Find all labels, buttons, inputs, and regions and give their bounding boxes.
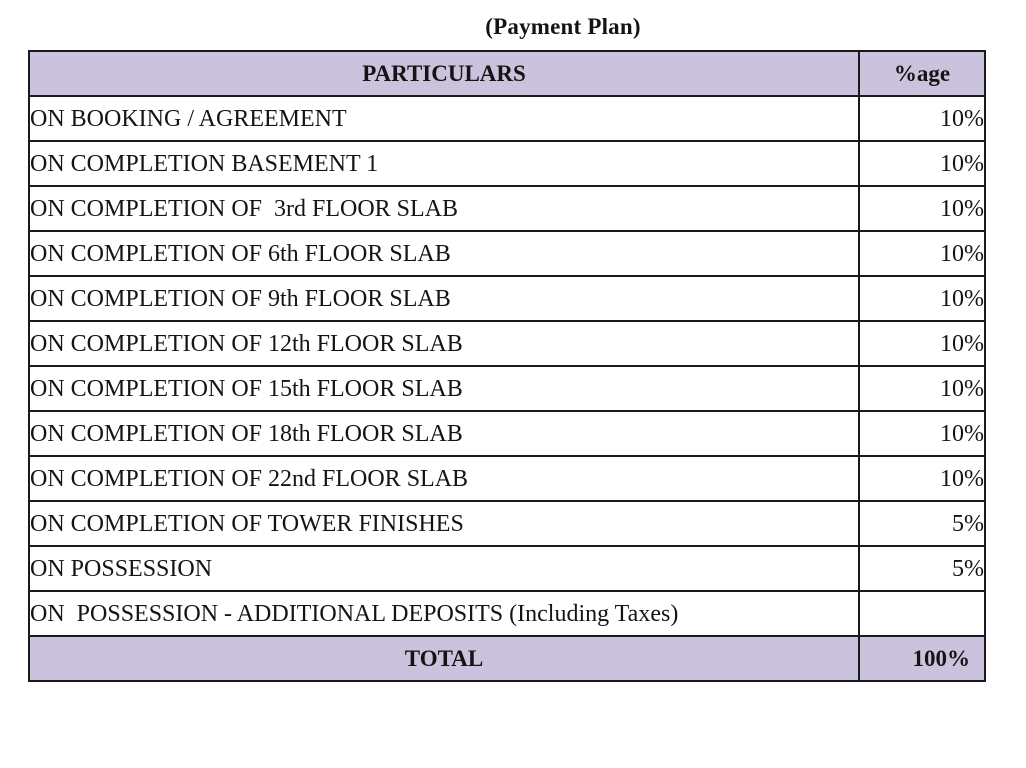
row-percent: 10%	[859, 96, 985, 141]
row-percent: 5%	[859, 546, 985, 591]
row-percent: 10%	[859, 186, 985, 231]
total-percent: 100%	[859, 636, 985, 681]
header-percentage: %age	[859, 51, 985, 96]
total-label: TOTAL	[29, 636, 859, 681]
payment-plan-table	[28, 50, 986, 682]
table-row	[29, 186, 985, 231]
table-row	[29, 456, 985, 501]
table-row	[29, 231, 985, 276]
row-particular: ON COMPLETION OF 6th FLOOR SLAB	[29, 231, 859, 276]
row-particular: ON POSSESSION - ADDITIONAL DEPOSITS (Including Taxes)	[29, 591, 859, 636]
row-particular: ON COMPLETION OF 15th FLOOR SLAB	[29, 366, 859, 411]
table-row	[29, 276, 985, 321]
table-row	[29, 501, 985, 546]
table-row	[29, 321, 985, 366]
row-particular: ON COMPLETION OF 18th FLOOR SLAB	[29, 411, 859, 456]
row-particular: ON COMPLETION OF 12th FLOOR SLAB	[29, 321, 859, 366]
row-percent: 10%	[859, 366, 985, 411]
page-title: (Payment Plan)	[485, 14, 641, 39]
row-particular: ON POSSESSION	[29, 546, 859, 591]
row-particular: ON COMPLETION BASEMENT 1	[29, 141, 859, 186]
row-particular: ON BOOKING / AGREEMENT	[29, 96, 859, 141]
row-particular: ON COMPLETION OF 22nd FLOOR SLAB	[29, 456, 859, 501]
row-percent: 5%	[859, 501, 985, 546]
row-percent	[859, 591, 985, 636]
row-particular: ON COMPLETION OF TOWER FINISHES	[29, 501, 859, 546]
row-percent: 10%	[859, 456, 985, 501]
row-percent: 10%	[859, 276, 985, 321]
row-percent: 10%	[859, 231, 985, 276]
table-row	[29, 591, 985, 636]
total-row	[29, 636, 985, 681]
title-wrapper	[0, 14, 1026, 40]
header-particulars: PARTICULARS	[29, 51, 859, 96]
row-particular: ON COMPLETION OF 9th FLOOR SLAB	[29, 276, 859, 321]
table-row	[29, 546, 985, 591]
row-percent: 10%	[859, 321, 985, 366]
table-row	[29, 96, 985, 141]
row-percent: 10%	[859, 141, 985, 186]
table-row	[29, 141, 985, 186]
table-row	[29, 366, 985, 411]
row-particular: ON COMPLETION OF 3rd FLOOR SLAB	[29, 186, 859, 231]
table-header-row	[29, 51, 985, 96]
row-percent: 10%	[859, 411, 985, 456]
table-row	[29, 411, 985, 456]
